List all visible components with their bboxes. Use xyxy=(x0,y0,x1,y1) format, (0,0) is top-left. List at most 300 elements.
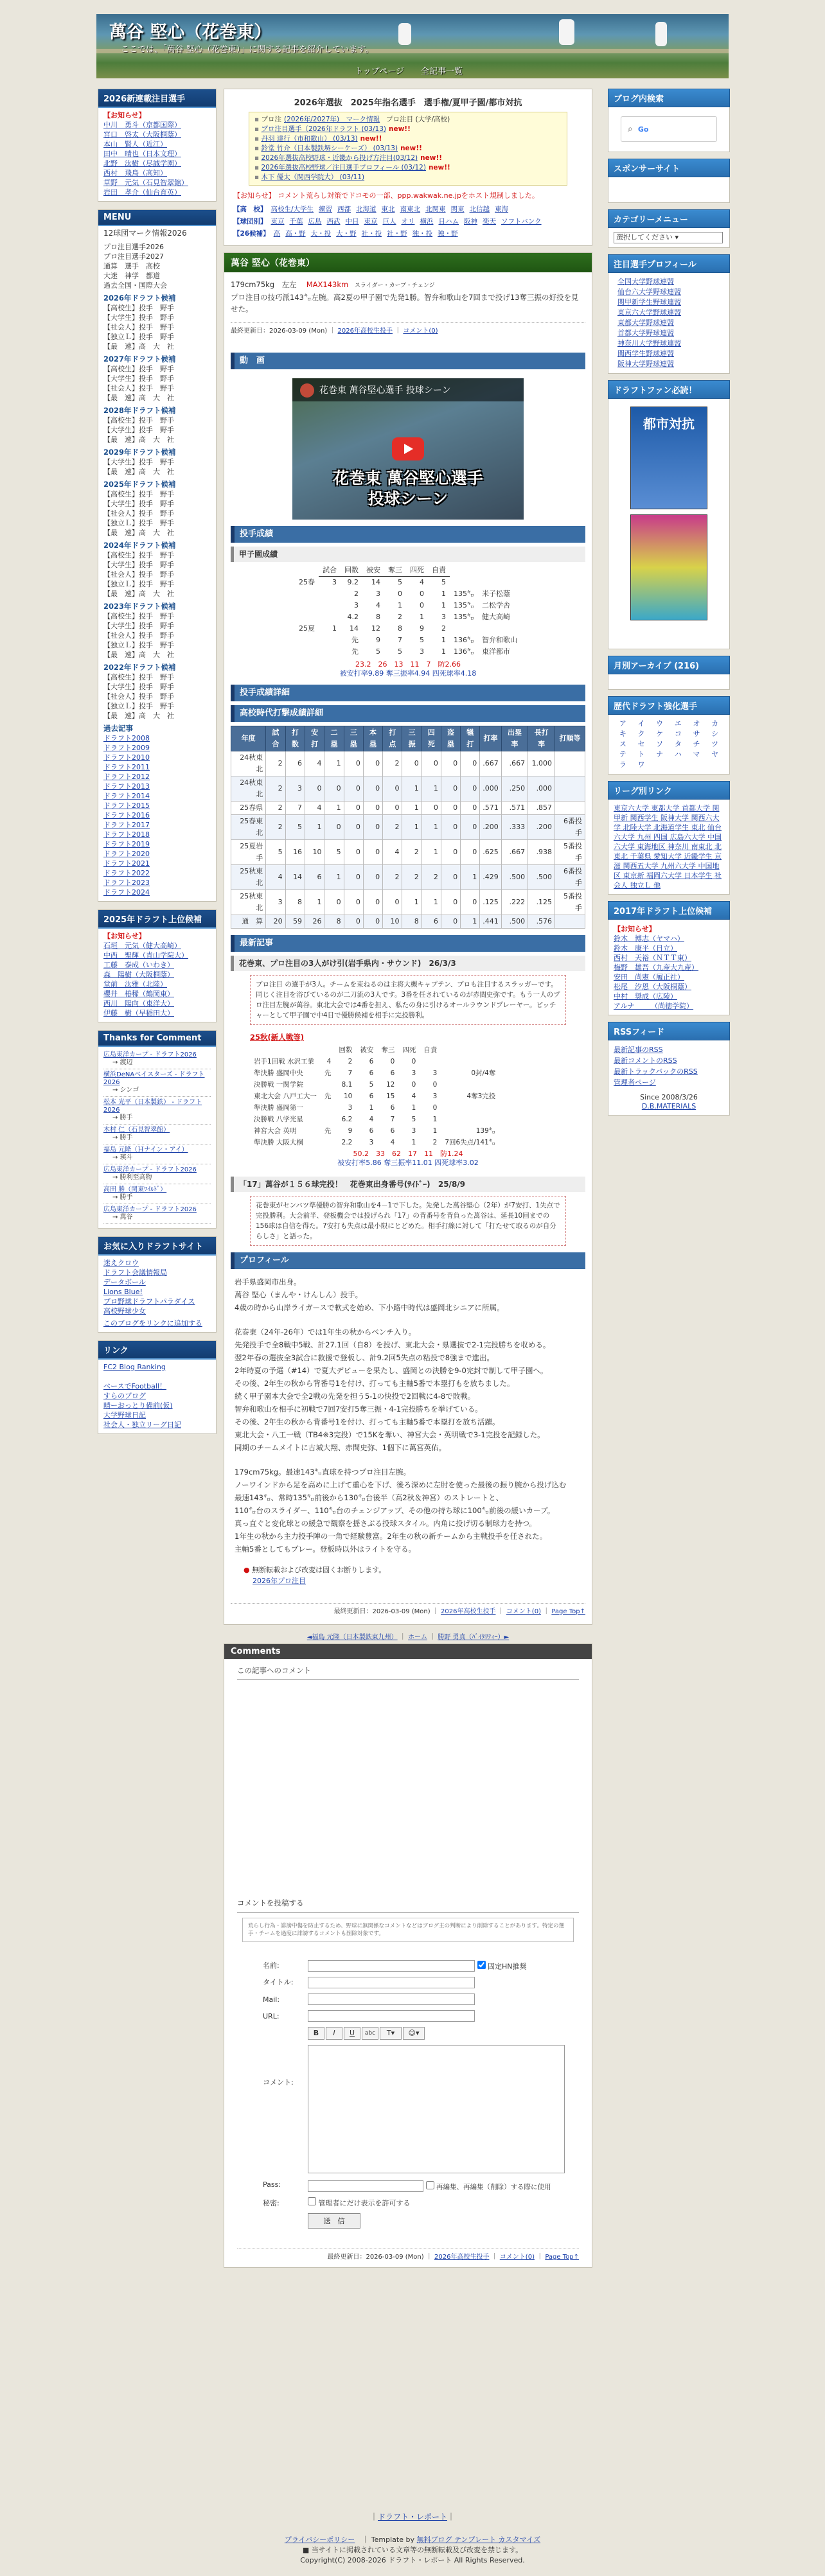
mail-input[interactable] xyxy=(308,1993,475,2005)
history-kana-link[interactable]: ツ xyxy=(711,740,719,748)
link-item[interactable]: ベースでFootball！ xyxy=(103,1382,166,1390)
news-category-link[interactable]: 東北 xyxy=(381,206,395,213)
nav-all-link[interactable]: 全記事一覧 xyxy=(420,67,463,76)
past-article-link[interactable]: ドラフト2023 xyxy=(103,879,150,887)
fav-site-link-row xyxy=(103,1306,211,1316)
news-category-link[interactable]: 独・投 xyxy=(412,230,433,238)
url-input[interactable] xyxy=(308,2010,475,2022)
koshien-cell: 136㌔ xyxy=(454,647,474,656)
recent-comment-author: → 瑛斗 xyxy=(112,1154,133,1161)
past-article-link[interactable]: ドラフト2017 xyxy=(103,821,150,829)
news-category-link[interactable]: 楽天 xyxy=(483,218,496,225)
d2017-player-link[interactable]: 松尾 汐恩（大阪桐蔭） xyxy=(614,983,691,991)
news-category-link[interactable]: オリ xyxy=(401,218,415,225)
recent-comment-article-link[interactable]: 松本 光平（日本製鉄） - ドラフト2026 xyxy=(103,1099,202,1114)
koshien-ratio: 被安打率9.89 奪三振率4.94 四死球率4.18 xyxy=(339,669,477,678)
news-category-link[interactable]: 大・投 xyxy=(310,230,332,238)
koshien-header-cell: 回数 xyxy=(341,565,362,577)
history-kana-link[interactable]: ケ xyxy=(656,730,664,738)
batting-cell: 0 xyxy=(461,802,480,815)
strike-button[interactable]: abc xyxy=(362,2027,378,2040)
news-item-link[interactable]: (2026年/2027年) マーク情報 xyxy=(283,116,380,123)
history-kana-link[interactable]: イ xyxy=(637,719,645,728)
past-article-link[interactable]: ドラフト2024 xyxy=(103,888,150,897)
article-category-link[interactable]: 2026年高校生投手 xyxy=(337,328,393,335)
page-top-link[interactable]: Page Top↑ xyxy=(551,1608,585,1615)
history-kana-link[interactable]: ヤ xyxy=(711,750,719,758)
news-item xyxy=(254,115,562,125)
news-category-link[interactable]: 北関東 xyxy=(425,206,446,213)
batting-header-cell: 本塁 xyxy=(363,726,382,751)
featured-player-link[interactable]: 草野 元気（石見智翠館） xyxy=(103,179,188,187)
news-category-link[interactable]: 独・野 xyxy=(438,230,458,238)
news-category-link[interactable]: 大・野 xyxy=(336,230,357,238)
batting-cell: 4 xyxy=(266,865,285,890)
univ-link[interactable]: 神奈川大学野球連盟 xyxy=(617,339,681,347)
univ-link[interactable]: 阪神大学野球連盟 xyxy=(617,360,674,368)
submit-comment-button[interactable]: 送 信 xyxy=(308,2213,360,2229)
draft-year-row[interactable]: 【高校生】投手 野手 xyxy=(103,673,174,681)
name-input[interactable] xyxy=(308,1960,475,1972)
menu-line[interactable]: プロ注目選手2027 xyxy=(103,252,164,261)
draft-year-row[interactable]: 【最 速】高 大 社 xyxy=(103,394,174,402)
d2017-player-link[interactable]: 鈴木 博志（ヤマハ） xyxy=(614,934,684,943)
batting-cell: 0 xyxy=(363,815,382,840)
game-cell: 準決勝 大阪大桐 xyxy=(254,1139,303,1146)
news-link-line xyxy=(233,204,583,216)
draft-year-row[interactable]: 【高校生】投手 野手 xyxy=(103,551,174,559)
recent-comment-article-link[interactable]: 木村 仁（石見智翠館） xyxy=(103,1126,170,1134)
univ-link[interactable]: 東都大学野球連盟 xyxy=(617,319,674,327)
profile-paragraph: 2年時夏の予選（#14）で夏大デビューを果たし、盛岡との決勝を9-0完封で制して甲子園へ。 xyxy=(235,1366,548,1375)
draft-year-row[interactable]: 【最 速】高 大 社 xyxy=(103,712,174,720)
news-item-link[interactable]: 丹羽 達行（市和歌山） (03/13) xyxy=(261,135,358,143)
history-kana-link[interactable]: キ xyxy=(619,730,626,738)
title-input[interactable] xyxy=(308,1977,475,1988)
history-kana-link[interactable]: ハ xyxy=(674,750,682,758)
video-title[interactable]: 花巻東 萬谷堅心選手 投球シーン xyxy=(319,385,451,396)
fav-site-link[interactable]: プロ野球ドラフトパラダイス xyxy=(103,1297,195,1306)
news-category-link[interactable]: 練習 xyxy=(319,206,333,213)
game-header-cell: 奪三 xyxy=(381,1046,395,1054)
draft-year-row[interactable]: 【高校生】投手 野手 xyxy=(103,365,174,373)
draft-year-row[interactable]: 【最 速】高 大 社 xyxy=(103,529,174,537)
news-category-link[interactable]: 高・野 xyxy=(285,230,306,238)
draft-year-row[interactable]: 【独立Ｌ】投手 野手 xyxy=(103,519,174,527)
news-category-link[interactable]: 西武 xyxy=(326,218,341,225)
batting-cell: 1 xyxy=(324,751,344,776)
link-item[interactable]: 社会人・独立リーグ日記 xyxy=(103,1421,181,1429)
comments-page-top-link[interactable]: Page Top↑ xyxy=(545,2254,579,2261)
batting-cell: 0 xyxy=(344,840,363,865)
univ-link[interactable]: 全国大学野球連盟 xyxy=(617,277,674,286)
book-cover-2[interactable] xyxy=(630,514,707,620)
batting-cell: 0 xyxy=(363,802,382,815)
draft-year-row[interactable]: 【社会人】投手 野手 xyxy=(103,692,174,701)
history-kana-link[interactable]: セ xyxy=(637,740,645,748)
video-overlay-line-1: 花巻東 萬谷堅心選手 xyxy=(333,469,483,487)
home-link[interactable]: ホーム xyxy=(408,1634,427,1641)
history-kana-link[interactable]: カ xyxy=(711,719,719,728)
draft-year-row[interactable]: 【社会人】投手 野手 xyxy=(103,384,174,392)
rss-link[interactable]: 最新コメントのRSS xyxy=(614,1056,677,1065)
name-remember-checkbox[interactable] xyxy=(477,1961,486,1969)
past-article-link[interactable]: ドラフト2012 xyxy=(103,773,150,781)
featured-player-link[interactable]: 北野 汰樹（尽誠学園） xyxy=(103,159,181,168)
history-kana-link[interactable]: ナ xyxy=(656,750,664,758)
nav-top-link[interactable]: トップページ xyxy=(355,67,404,76)
recent-comment-article-link[interactable]: 横浜DeNAベイスターズ - ドラフト2026 xyxy=(103,1071,205,1086)
category-select[interactable] xyxy=(614,232,723,243)
past-article-link[interactable]: ドラフト2008 xyxy=(103,734,150,742)
featured-player-link-row xyxy=(103,149,211,159)
history-kana-link[interactable]: ア xyxy=(619,719,626,728)
d2017-player-link[interactable]: 西村 天裕（ＮＴＴ東） xyxy=(614,954,691,962)
pass-checkbox[interactable] xyxy=(426,2181,434,2189)
draft-year-list xyxy=(103,294,211,721)
featured-player-link[interactable]: 西村 飛鳥（高知） xyxy=(103,169,167,177)
draft-year-row[interactable]: 【独立Ｌ】投手 野手 xyxy=(103,641,174,649)
news-category-link[interactable]: 高 xyxy=(273,230,281,238)
history-kana-link[interactable]: エ xyxy=(674,719,682,728)
news-item-link[interactable]: 2026年選抜高校野球・近畿から投げ方注目(03/12) xyxy=(261,154,418,162)
profile-paragraph: 4歳の時から山岸ライガースで軟式を始め、下小路中時代は盛岡北シニアに所属。 xyxy=(235,1303,504,1312)
batting-cell: 0 xyxy=(461,751,480,776)
d2017-player-link[interactable]: 安田 尚憲（履正社） xyxy=(614,973,684,981)
fav-site-link[interactable]: Lions Blue! xyxy=(103,1288,143,1296)
article xyxy=(224,252,592,1625)
search-form[interactable] xyxy=(621,116,717,142)
news-category-link[interactable]: 高校生/大学生 xyxy=(271,206,314,213)
draft-year-row[interactable]: 【大学生】投手 野手 xyxy=(103,458,174,466)
link-item[interactable]: 晴ーおっとり備前(仮) xyxy=(103,1401,173,1410)
news-category-link[interactable]: ソフトバンク xyxy=(501,218,542,225)
site-title[interactable]: 萬谷 堅心（花巻東） xyxy=(109,22,272,42)
link-item[interactable]: 大学野球日記 xyxy=(103,1411,146,1419)
news-category-link[interactable]: 巨人 xyxy=(382,218,396,225)
comment-textarea[interactable] xyxy=(308,2045,565,2173)
draft-year-row[interactable]: 【高校生】投手 野手 xyxy=(103,490,174,498)
koshien-cell: 5 xyxy=(398,578,402,586)
link-item[interactable]: FC2 Blog Ranking xyxy=(103,1363,166,1371)
menu-line[interactable]: 12球団マーク情報2026 xyxy=(103,229,187,238)
fav-site-link[interactable]: 高校野球少女 xyxy=(103,1307,146,1315)
game-cell: 1 xyxy=(411,1139,416,1146)
history-kana-link[interactable]: ソ xyxy=(656,740,664,748)
draft-year-row[interactable]: 【社会人】投手 野手 xyxy=(103,509,174,518)
koshien-cell: 1 xyxy=(398,601,402,609)
news-category-link[interactable]: 横浜 xyxy=(420,218,434,225)
bold-button[interactable]: B xyxy=(308,2027,324,2040)
top-candidate-link[interactable]: 堂前 汰雅（北陸） xyxy=(103,980,167,988)
article-comments-link[interactable]: コメント(0) xyxy=(403,328,438,335)
past-article-link[interactable]: ドラフト2010 xyxy=(103,753,150,762)
batting-cell: 0 xyxy=(441,776,460,802)
font-size-button[interactable]: T▾ xyxy=(380,2027,402,2040)
univ-link[interactable]: 関甲新学生野球連盟 xyxy=(617,298,681,306)
news-category-link[interactable]: 日ハム xyxy=(438,218,459,225)
menu-line[interactable]: 過去全国・国際大会 xyxy=(103,281,167,290)
draft-year-row[interactable]: 【大学生】投手 野手 xyxy=(103,426,174,434)
batting-cell: 0 xyxy=(344,751,363,776)
history-kana-link[interactable]: タ xyxy=(674,740,682,748)
recent-comment-article-link[interactable]: 広島東洋カープ - ドラフト2026 xyxy=(103,1051,197,1058)
fav-site-link[interactable]: データボール xyxy=(103,1278,146,1286)
draft-year-row[interactable]: 【独立Ｌ】投手 野手 xyxy=(103,580,174,588)
history-kana-link[interactable]: テ xyxy=(619,750,626,758)
article-footer-updated: 最終更新日：2026-03-09 (Mon) xyxy=(333,1608,430,1615)
d2017-player-link[interactable]: 梅野 雄吾（九産大九産） xyxy=(614,963,698,972)
draft-year-row[interactable]: 【大学生】投手 野手 xyxy=(103,313,174,322)
draft-year-row[interactable]: 【独立Ｌ】投手 野手 xyxy=(103,333,174,341)
menu-line[interactable]: 大迷 神学 都道 xyxy=(103,272,160,280)
game-cell xyxy=(321,1079,335,1091)
past-article-link-row xyxy=(103,839,211,849)
past-article-link-row xyxy=(103,888,211,897)
game-cell: 12 xyxy=(386,1081,395,1089)
univ-link[interactable]: 首都大学野球連盟 xyxy=(617,329,674,337)
comments-footer-category-link[interactable]: 2026年高校生投手 xyxy=(434,2254,490,2261)
color-button[interactable]: ☺▾ xyxy=(403,2027,425,2040)
history-kana-link[interactable]: ク xyxy=(637,730,645,738)
batting-row xyxy=(231,840,585,865)
news-category-link[interactable]: 関東 xyxy=(450,206,465,213)
univ-link[interactable]: 関西学生野球連盟 xyxy=(617,349,674,358)
batting-cell: 26 xyxy=(305,915,324,929)
draft-year-row[interactable]: 【高校生】投手 野手 xyxy=(103,304,174,312)
history-kana-link[interactable]: ウ xyxy=(656,719,664,728)
draft-year-row[interactable]: 【最 速】高 大 社 xyxy=(103,435,174,444)
past-article-link[interactable]: ドラフト2011 xyxy=(103,763,150,771)
featured-player-link-row xyxy=(103,168,211,178)
menu-line[interactable]: 通算 選手 高校 xyxy=(103,262,160,270)
history-kana-link[interactable]: ス xyxy=(619,740,626,748)
news-list xyxy=(249,112,567,186)
new-badge: new!! xyxy=(428,164,450,171)
draft-year-row[interactable]: 【最 速】高 大 社 xyxy=(103,342,174,351)
video-player[interactable] xyxy=(292,378,524,520)
history-kana-link[interactable]: マ xyxy=(693,750,700,758)
history-kana-link[interactable]: サ xyxy=(693,730,700,738)
news-category-link[interactable]: 南東北 xyxy=(400,206,421,213)
news-category-link[interactable]: 阪神 xyxy=(464,218,477,225)
news-category-link[interactable]: 東京 xyxy=(364,218,378,225)
news-category-link[interactable]: 広島 xyxy=(308,218,322,225)
recent-comment-article-link[interactable]: 高田 勝（関東ﾜｲﾙﾄﾞ） xyxy=(103,1186,167,1193)
batting-cell: 6番投手 xyxy=(555,815,585,840)
news-heading: 2026年選抜 2025年指名選手 選手権/夏甲子園/都市対抗 xyxy=(294,98,522,108)
draft-year-row[interactable]: 【社会人】投手 野手 xyxy=(103,570,174,579)
profile-paragraph: 同期のチームメイトに古城大翔、赤間史弥、1個下に萬宮英佑。 xyxy=(235,1443,447,1452)
news-category-link[interactable]: 北海道 xyxy=(356,206,377,213)
news-bullet-icon: ▪ xyxy=(254,173,262,181)
batting-cell: 6 xyxy=(421,915,441,929)
top-candidate-link[interactable]: 中西 聖輝（青山学院大） xyxy=(103,951,188,959)
profile-note-link[interactable]: 2026年プロ注目 xyxy=(253,1577,306,1585)
game-cell: 4奪3完投 xyxy=(466,1092,496,1100)
history-kana-link[interactable]: コ xyxy=(674,730,682,738)
game-cell: 決勝戦 八学光星 xyxy=(254,1116,303,1123)
history-kana-link[interactable]: チ xyxy=(693,740,700,748)
header-player-figure xyxy=(559,19,574,45)
draft-year-row[interactable]: 【社会人】投手 野手 xyxy=(103,631,174,640)
add-link-link[interactable]: このブログをリンクに追加する xyxy=(103,1319,202,1327)
since-credit-link[interactable]: D.B.MATERIALS xyxy=(641,1102,696,1110)
footer-report-link[interactable]: ドラフト・レポート xyxy=(377,2512,447,2521)
draft-year-title: 2024年ドラフト候補 xyxy=(103,541,176,550)
profile-paragraph: 東北大会・八工一戦（TB4※3完投）で15Kを奪い、神宮大会・英明戦で3-1完投を記録した。 xyxy=(235,1430,545,1439)
spec-max-speed: MAX143km xyxy=(306,280,349,289)
format-toolbar xyxy=(308,2027,565,2040)
batting-header-cell: 打率 xyxy=(480,726,502,751)
d2017-player-link[interactable]: 中村 奨成（広陵） xyxy=(614,992,677,1001)
play-icon[interactable] xyxy=(392,437,424,460)
batting-cell: .938 xyxy=(528,840,555,865)
past-article-link[interactable]: ドラフト2015 xyxy=(103,802,150,810)
past-article-link[interactable]: ドラフト2021 xyxy=(103,859,150,868)
draft-year-row[interactable]: 【大学生】投手 野手 xyxy=(103,500,174,508)
latest-article-2-link[interactable]: 「17」萬谷が１５６球完投！ 花巻東出身番号(ｻｲﾄﾞｰ) xyxy=(239,1180,430,1189)
news-item-link[interactable]: 2026年選抜高校野球／注目選手プロフィール (03/12) xyxy=(261,164,426,171)
news-category-link[interactable]: 千葉 xyxy=(289,218,303,225)
draft-year-row[interactable]: 【最 速】高 大 社 xyxy=(103,468,174,476)
top-candidate-link[interactable]: 森 陽樹（大阪桐蔭） xyxy=(103,970,174,979)
profile-paragraph: 翌2年春の選抜全3試合に救援で登板し、計9.2回5失点の粘投で8強まで進出。 xyxy=(235,1353,495,1362)
news-category-link[interactable]: 東海 xyxy=(495,206,509,213)
underline-button[interactable]: U xyxy=(344,2027,360,2040)
draft-year-row[interactable]: 【大学生】投手 野手 xyxy=(103,683,174,691)
template-link[interactable]: 無料ブログ テンプレート カスタマイズ xyxy=(416,2536,541,2544)
draft-year-row[interactable]: 【大学生】投手 野手 xyxy=(103,561,174,569)
history-kana-link[interactable]: ラ xyxy=(619,760,626,769)
rss-link[interactable]: 最新記事のRSS xyxy=(614,1046,663,1054)
past-article-link[interactable]: ドラフト2014 xyxy=(103,792,150,800)
past-article-link-row xyxy=(103,849,211,859)
past-article-link[interactable]: ドラフト2020 xyxy=(103,850,150,858)
comments-footer-comments-link[interactable]: コメント(0) xyxy=(499,2254,535,2261)
featured-player-link[interactable]: 岩田 孝介（仙台育英） xyxy=(103,188,181,197)
secret-checkbox[interactable] xyxy=(308,2197,316,2205)
rss-link-row xyxy=(614,1055,724,1066)
game-row xyxy=(250,1056,499,1067)
header-player-figure xyxy=(398,23,411,45)
latest-article-excerpt: プロ注目 の選手が3人。チームを束ねるのは主将大槻キャプテン、プロも注目するスラッガーです。同じく注目を浴びているのが二刀流の3人です。3番を任されているのが赤間史弥です。もう一人のプロ注目左腕が萬谷。東北大会では4番を担え、私たの身に引けるオールラウンドプレーヤー。ピッチャーとして甲子園で中4日で優勝候補を相手に完投勝利。 xyxy=(250,975,566,1025)
news-category-link[interactable]: 東京 xyxy=(271,218,285,225)
past-article-link[interactable]: ドラフト2022 xyxy=(103,869,150,877)
pass-input[interactable] xyxy=(308,2180,423,2192)
search-button[interactable]: Go xyxy=(637,125,649,134)
top-candidate-link[interactable]: 石垣 元気（健大高崎） xyxy=(103,942,181,950)
history-kana-link[interactable]: ワ xyxy=(637,760,645,769)
league-links[interactable]: 東京六大学 東都大学 首都大学 関甲新 関西学生 阪神大学 関西六大学 北陸大学 北海道学生 東北 仙台六大学 九州 四国 広島六大学 中国六大学 東海地区 神奈川 南東北 北東北 千葉県 愛知大学 近畿学生 京滋 関西五大学 九州六大学 中国地区 東京新 福岡六大学 日本学生 社会人 独立Ｌ 他 xyxy=(608,800,730,895)
book-cover-1[interactable] xyxy=(630,407,707,509)
rss-link[interactable]: 最新トラックバックのRSS xyxy=(614,1067,698,1076)
past-article-link[interactable]: ドラフト2016 xyxy=(103,811,150,819)
link-item[interactable]: すらのブログ xyxy=(103,1392,146,1400)
latest-article-link[interactable]: 花巻東、プロ注目の3人がけ引(岩手県内・サウンド) xyxy=(239,959,421,968)
news-category-link[interactable]: 北信越 xyxy=(469,206,490,213)
univ-link[interactable]: 東京六大学野球連盟 xyxy=(617,308,681,317)
draft-year-row[interactable]: 【大学生】投手 野手 xyxy=(103,374,174,383)
prev-article-link[interactable]: ◄福島 元隆（日本製鉄東九州） xyxy=(306,1634,398,1641)
pager: ◄福島 元隆（日本製鉄東九州） ｜ ホーム ｜ 勝野 勇真（ﾊﾞｲﾀﾘﾃｨｰ）► xyxy=(306,1634,510,1641)
past-article-link-row xyxy=(103,743,211,753)
history-kana-link[interactable]: シ xyxy=(711,730,719,738)
top-candidate-link[interactable]: 西川 陽向（東洋大） xyxy=(103,999,174,1008)
d2017-player-link[interactable]: アルナ （尚徳学院） xyxy=(614,1002,694,1010)
batting-cell: 2 xyxy=(421,865,441,890)
italic-button[interactable]: I xyxy=(326,2027,342,2040)
news-item-link[interactable]: プロ注目選手（2026年ドラフト (03/13) xyxy=(261,125,386,133)
news-category-link[interactable]: 社・投 xyxy=(361,230,382,238)
featured-player-link[interactable]: 田中 晴也（日本文理） xyxy=(103,150,181,158)
fav-site-link[interactable]: 迷えクロウ xyxy=(103,1259,139,1267)
privacy-policy-link[interactable]: プライバシーポリシー xyxy=(284,2536,355,2544)
history-kana-link[interactable]: オ xyxy=(693,719,700,728)
news-category-link[interactable]: 中日 xyxy=(345,218,359,225)
top-candidate-link[interactable]: 工藤 泰成（いわき） xyxy=(103,961,174,969)
menu-line[interactable]: プロ注目選手2026 xyxy=(103,243,164,251)
recent-comments-title: Thanks for Comment xyxy=(98,1031,216,1047)
featured-player-link[interactable]: 中川 勇斗（京都国際） xyxy=(103,121,181,129)
recent-comment-article-link[interactable]: 広島東洋カープ - ドラフト2026 xyxy=(103,1166,197,1173)
past-article-link[interactable]: ドラフト2013 xyxy=(103,782,150,791)
top-candidate-link[interactable]: 櫻井 椿稀（鶴岡東） xyxy=(103,990,174,998)
link-item-row xyxy=(103,1362,211,1372)
footer-copyright: Copyright(C) 2008-2026 ドラフト・レポート All Rights Reserved. xyxy=(300,2556,525,2564)
featured-player-link[interactable]: 本山 賢人（近江） xyxy=(103,140,167,148)
draft-year-row[interactable]: 【大学生】投手 野手 xyxy=(103,622,174,630)
past-article-link[interactable]: ドラフト2018 xyxy=(103,830,150,839)
fav-site-link[interactable]: ドラフト会議情報局 xyxy=(103,1268,167,1277)
rss-link[interactable]: 管理者ページ xyxy=(614,1078,656,1087)
news-item-link[interactable]: 鈴堂 竹介（日本製鉄堺シーケーズ） (03/13) xyxy=(261,145,398,152)
koshien-cell: 25春 xyxy=(299,577,315,586)
univ-link[interactable]: 仙台六大学野球連盟 xyxy=(617,288,681,296)
d2017-player-link[interactable]: 鈴木 康平（日立） xyxy=(614,944,677,952)
featured-player-link[interactable]: 宮口 啓太（大阪桐蔭） xyxy=(103,130,181,139)
past-article-link[interactable]: ドラフト2009 xyxy=(103,744,150,752)
draft-year-row[interactable]: 【高校生】投手 野手 xyxy=(103,612,174,620)
archive-box xyxy=(608,674,730,690)
history-kana-link[interactable]: ト xyxy=(637,750,645,758)
koshien-cell: 健大高崎 xyxy=(482,613,510,621)
archive-title[interactable]: 月別アーカイブ (216) xyxy=(608,656,730,674)
draft-year-row[interactable]: 【高校生】投手 野手 xyxy=(103,416,174,425)
recent-comment-article-link[interactable]: 福島 元隆（Ｈナイン・アイ） xyxy=(103,1146,188,1153)
past-article-link[interactable]: ドラフト2019 xyxy=(103,840,150,848)
batting-cell: 1 xyxy=(421,815,441,840)
fav-site-link-row xyxy=(103,1287,211,1297)
batting-cell: 0 xyxy=(441,751,460,776)
news-category-link[interactable]: 社・野 xyxy=(387,230,407,238)
draft-year-row[interactable]: 【社会人】投手 野手 xyxy=(103,323,174,331)
draft-year-row[interactable]: 【最 速】高 大 社 xyxy=(103,651,174,659)
news-category-link[interactable]: 西都 xyxy=(337,206,351,213)
batting-cell: 8 xyxy=(324,915,344,929)
recent-comment-article-link[interactable]: 広島東洋カープ - ドラフト2026 xyxy=(103,1206,197,1213)
article-footer-comments-link[interactable]: コメント(0) xyxy=(506,1608,541,1615)
news-item-link[interactable]: 木下 優太（関西学院大） (03/11) xyxy=(261,173,365,181)
koshien-cell: 1 xyxy=(441,601,446,609)
game-cell: 3 xyxy=(348,1104,353,1112)
draft-year-row[interactable]: 【独立Ｌ】投手 野手 xyxy=(103,702,174,710)
article-footer-category-link[interactable]: 2026年高校生投手 xyxy=(441,1608,496,1615)
top-candidate-link[interactable]: 伊藤 樹（早稲田大） xyxy=(103,1009,174,1017)
next-article-link[interactable]: 勝野 勇真（ﾊﾞｲﾀﾘﾃｨｰ）► xyxy=(438,1634,510,1641)
article-title[interactable]: 萬谷 堅心（花巻東） xyxy=(224,253,592,272)
draft-year-row[interactable]: 【最 速】高 大 社 xyxy=(103,590,174,598)
